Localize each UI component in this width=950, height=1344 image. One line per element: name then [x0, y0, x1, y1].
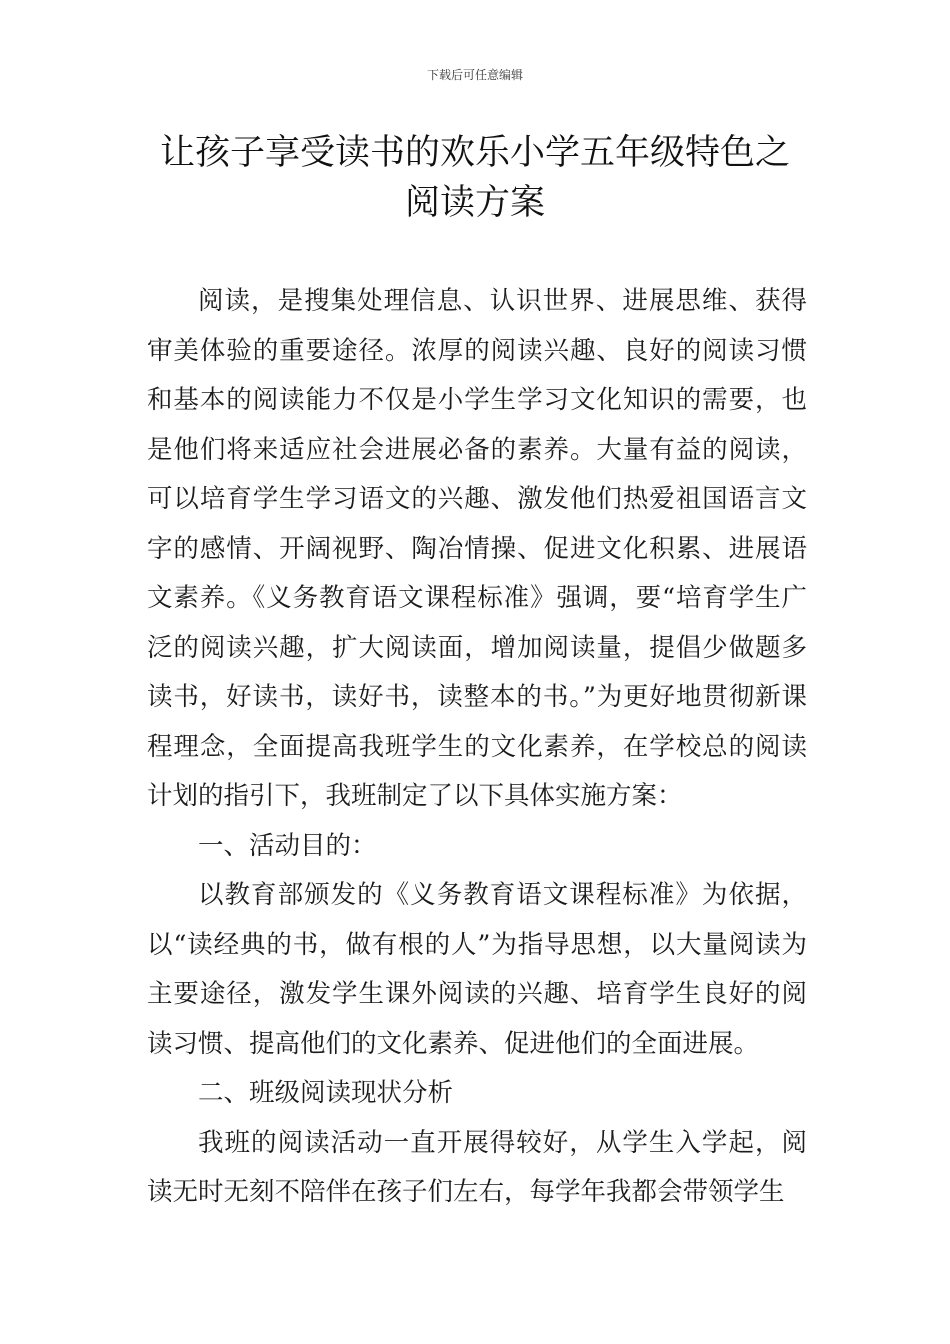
title-line-2: 阅读方案 — [404, 183, 545, 223]
paragraph-intro: 阅读，是搜集处理信息、认识世界、进展思维、获得审美体验的重要途径。浓厚的阅读兴趣、良好的阅读习惯和基本的阅读能力不仅是小学生学习文化知识的需要，也是他们将来适应社会进展必备的素养。大量有益的阅读，可以培育学生学习语文的兴趣、激发他们热爱祖国语言文字的感情、开阔视野、陶冶情操、促进文化积累、进展语文素养。《义务教育语文课程标准》强调，要“培育学生广泛的阅读兴趣，扩大阅读面，增加阅读量，提倡少做题多读书，好读书，读好书，读整本的书。”为更好地贯彻新课程理念，全面提高我班学生的文化素养，在学校总的阅读计划的指引下，我班制定了以下具体实施方案： — [147, 286, 807, 811]
title-line-1: 让孩子享受读书的欢乐小学五年级特色之 — [159, 133, 790, 173]
header-note: 下载后可任意编辑 — [426, 68, 523, 82]
document-title — [0, 128, 950, 228]
document-body — [147, 277, 807, 1218]
section-heading-purpose: 一、活动目的： — [198, 830, 377, 861]
paragraph-analysis: 我班的阅读活动一直开展得较好，从学生入学起，阅读无时无刻不陪伴在孩子们左右，每学年我都会带领学生 — [147, 1127, 807, 1207]
section-heading-analysis: 二、班级阅读现状分析 — [198, 1078, 454, 1108]
paragraph-purpose: 以教育部颁发的《义务教育语文课程标准》为依据，以“读经典的书，做有根的人”为指导思想，以大量阅读为主要途径，激发学生课外阅读的兴趣、培育学生良好的阅读习惯、提高他们的文化素养、促进他们的全面进展。 — [147, 880, 807, 1059]
